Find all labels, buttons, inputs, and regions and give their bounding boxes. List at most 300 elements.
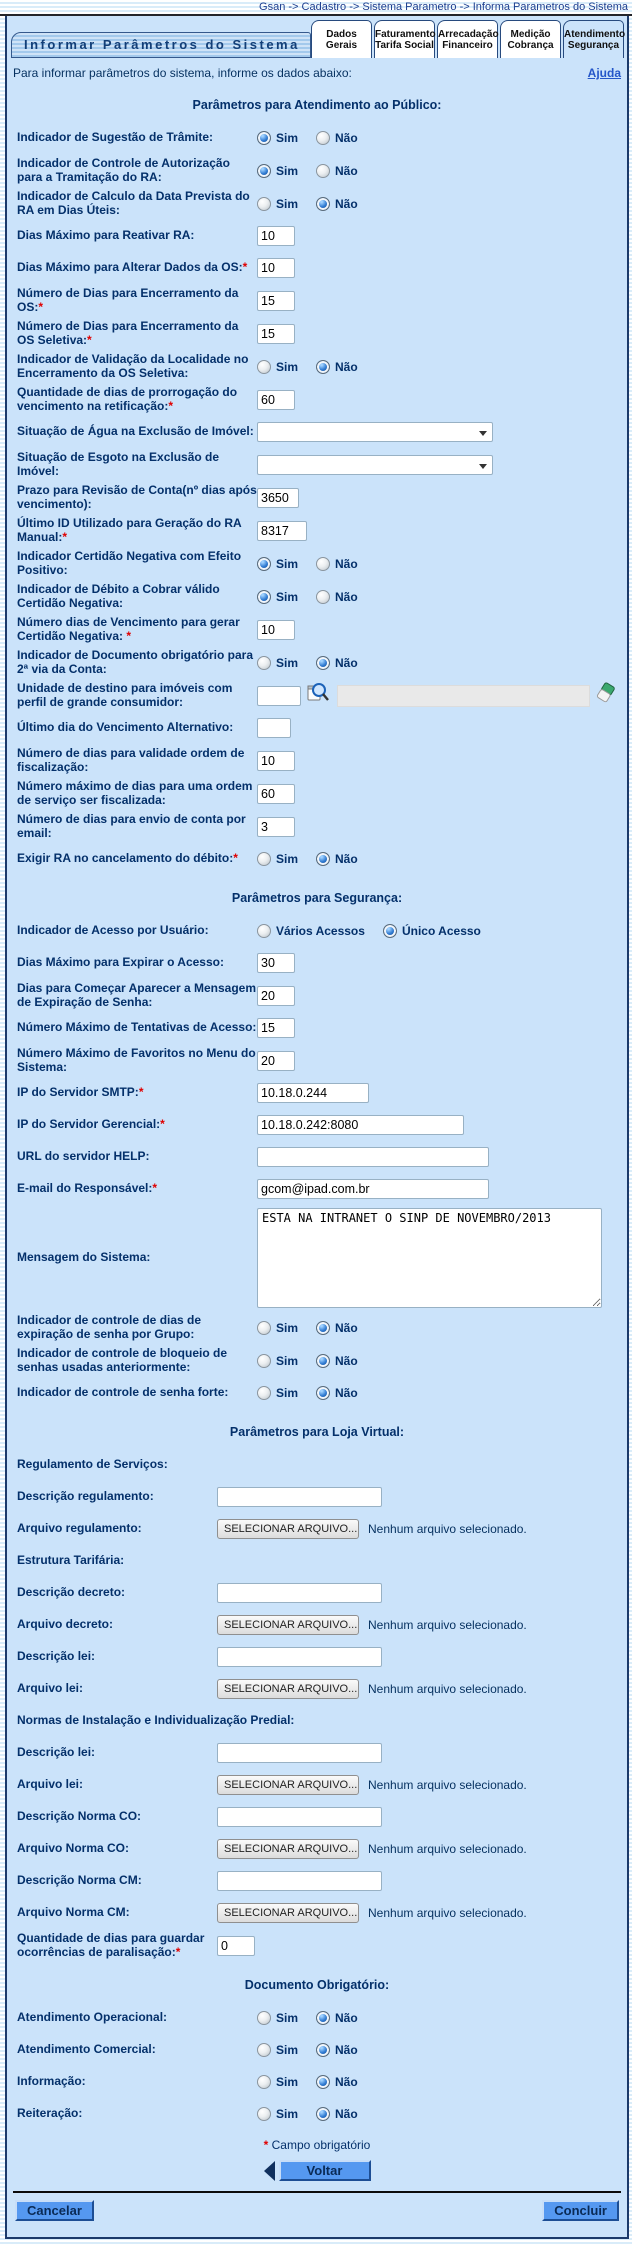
radio-option-label: Não [335,2075,358,2089]
help-link[interactable]: Ajuda [587,66,621,80]
lookup-description-field [337,685,590,707]
field-control [217,1487,382,1507]
radio-option-label: Sim [276,1320,299,1335]
field-label [17,1746,217,1760]
file-select-button[interactable]: SELECIONAR ARQUIVO... [217,1775,359,1795]
radio-não[interactable] [316,131,330,145]
concluir-button[interactable]: Concluir [542,2200,619,2221]
field-label [17,2011,257,2025]
field-label-text: Arquivo lei: [17,1777,84,1792]
chevron-down-icon [479,464,487,469]
form-row [7,1865,627,1897]
field-label [17,1021,257,1035]
radio-sim[interactable] [257,852,271,866]
text-input[interactable] [257,390,295,410]
radio-sim[interactable] [257,2075,271,2089]
radio-sim[interactable] [257,360,271,374]
field-label [17,2107,257,2121]
file-status-text: Nenhum arquivo selecionado. [368,1618,527,1632]
field-label [17,956,257,970]
required-asterisk: * [138,1085,144,1100]
form-row [7,220,627,252]
required-asterisk: * [242,260,248,275]
field-label [17,982,257,1009]
field-control [257,455,493,475]
field-label-text: Indicador de Documento obrigatório para 2ª via da Conta: [17,648,254,676]
radio-não[interactable] [316,360,330,374]
field-control [257,682,616,709]
field-control [257,852,376,866]
radio-não[interactable] [316,164,330,178]
required-asterisk: * [62,529,68,544]
required-asterisk: * [160,1117,165,1132]
radio-option-label: Não [335,2043,358,2057]
field-control [257,360,376,374]
radio-option-label: Não [335,2011,358,2025]
radio-option-label: Sim [276,655,299,670]
field-control [257,1386,376,1400]
field-control [257,590,376,604]
form-row [7,1833,627,1865]
file-status-text: Nenhum arquivo selecionado. [368,1778,527,1792]
eraser-icon[interactable] [596,682,616,709]
required-asterisk: * [152,1181,158,1196]
field-label [17,1251,257,1265]
form-row [7,2034,627,2066]
required-asterisk: * [87,332,92,347]
field-label-text: Reiteração: [17,2106,83,2121]
field-label-text: Número máximo de dias para uma ordem de serviço ser fiscalizada: [17,779,253,807]
field-control [257,1051,295,1071]
form-row [7,712,627,744]
form-row [7,1769,627,1801]
field-label-text: Situação de Água na Exclusão de Imóvel: [17,424,254,439]
field-label [17,1906,217,1920]
field-label-text: Número de dias para envio de conta por email: [17,812,246,840]
form-row [7,383,627,416]
page-title: Informar Parâmetros do Sistema [11,32,311,58]
form-row [7,154,627,187]
section-heading: Parâmetros para Atendimento ao Público: [192,98,442,112]
form-row [7,1173,627,1205]
text-input[interactable] [217,1743,382,1763]
select-input[interactable] [257,422,493,442]
field-label-text: Dias Máximo para Alterar Dados da OS: [17,260,243,275]
file-select-button[interactable]: SELECIONAR ARQUIVO... [217,1903,359,1923]
system-message-textarea[interactable] [257,1208,602,1308]
select-input[interactable] [257,455,493,475]
radio-sim[interactable] [257,197,271,211]
text-input[interactable] [257,784,295,804]
form-row [7,1737,627,1769]
field-label [17,1618,217,1632]
radio-sim[interactable] [257,590,271,604]
field-label [17,157,257,184]
text-input[interactable] [257,258,295,278]
form-row [7,843,627,875]
form-row [7,1609,627,1641]
form-row [7,2066,627,2098]
field-control [257,718,291,738]
radio-sim[interactable] [257,1321,271,1335]
field-control [257,1018,295,1038]
form-row [7,1673,627,1705]
field-label [17,1490,217,1504]
file-select-button[interactable]: SELECIONAR ARQUIVO... [217,1679,359,1699]
text-input[interactable] [217,1807,382,1827]
form-row [7,1141,627,1173]
tab-medição-cobrança[interactable] [500,20,561,58]
radio-sim[interactable] [257,2107,271,2121]
field-label [17,1554,317,1568]
required-asterisk: * [126,628,132,643]
field-label-text: Quantidade de dias de prorrogação do vencimento na retificação: [17,385,238,413]
field-label-text: Número de Dias para Encerramento da OS Seletiva: [17,319,239,347]
text-input[interactable] [257,226,295,246]
field-label [17,583,257,610]
field-label-text: Arquivo Norma CO: [17,1841,130,1856]
radio-não[interactable] [316,1321,330,1335]
field-control [257,1208,602,1308]
field-label [17,451,257,478]
field-control [257,620,295,640]
field-control [257,986,295,1006]
field-label-text: Número de dias para validade ordem de fiscalização: [17,746,245,774]
radio-option-label: Sim [276,163,299,178]
field-label [17,780,257,807]
section-heading: Documento Obrigatório: [244,1978,390,1992]
radio-sim[interactable] [257,131,271,145]
text-input[interactable] [257,620,295,640]
field-control [257,1179,489,1199]
radio-sim[interactable] [257,164,271,178]
field-control [257,953,295,973]
radio-option-label: Sim [276,2075,299,2089]
field-label-text: Descrição Norma CM: [17,1873,142,1888]
field-label [17,1810,217,1824]
form-row [7,1801,627,1833]
radio-não[interactable] [316,656,330,670]
field-label [17,190,257,217]
required-asterisk: * [263,2138,269,2152]
field-label-text: Indicador de Controle de Autorização para a Tramitação do RA: [17,156,230,184]
form-row [7,1109,627,1141]
form-row [7,613,627,646]
text-input[interactable] [257,986,295,1006]
radio-option-label: Sim [276,131,299,145]
radio-option-label: Vários Acessos [276,924,365,938]
radio-option-label: Não [335,359,358,374]
radio-não[interactable] [316,557,330,571]
file-status-text: Nenhum arquivo selecionado. [368,1842,527,1856]
field-label-text: Número dias de Vencimento para gerar Certidão Negativa: [17,615,240,643]
field-label-text: Descrição Norma CO: [17,1809,142,1824]
file-select-button[interactable]: SELECIONAR ARQUIVO... [217,1839,359,1859]
field-label-text: Dias Máximo para Expirar o Acesso: [17,955,224,970]
tab-faturamento-tarifa-social[interactable] [374,20,435,58]
form-row [7,915,627,947]
radio-não[interactable] [316,2107,330,2121]
form-row [7,1449,627,1481]
field-label [17,1458,317,1472]
field-label [17,682,257,709]
text-input[interactable] [257,291,295,311]
form-row [7,514,627,547]
text-input[interactable] [257,718,291,738]
form-row [7,1077,627,1109]
radio-não[interactable] [316,197,330,211]
field-label [17,1714,317,1728]
field-label [17,1386,257,1400]
field-control [257,422,493,442]
file-status-text: Nenhum arquivo selecionado. [368,1682,527,1696]
radio-option-label: Não [335,852,358,866]
field-label [17,1047,257,1074]
field-label-text: Descrição decreto: [17,1585,126,1600]
radio-sim[interactable] [257,1386,271,1400]
text-input[interactable] [217,1487,382,1507]
text-input[interactable] [257,324,295,344]
field-control [257,557,376,571]
form-row [7,284,627,317]
field-label-text: Normas de Instalação e Individualização Predial: [17,1713,295,1728]
field-label [17,484,257,511]
tab-arrecadação-financeiro[interactable] [437,20,498,58]
voltar-button[interactable]: Voltar [279,2160,371,2181]
radio-option-label: Sim [276,2107,299,2121]
tab-label-line2: Tarifa Social [375,39,434,51]
field-label-text: Número Máximo de Tentativas de Acesso: [17,1020,257,1035]
radio-não[interactable] [316,852,330,866]
file-select-button[interactable]: SELECIONAR ARQUIVO... [217,1519,359,1539]
field-label-text: Indicador de Débito a Cobrar válido Certidão Negativa: [17,582,220,610]
required-asterisk: * [175,1944,181,1959]
field-label-text: Indicador Certidão Negativa com Efeito Positivo: [17,549,242,577]
form-row [7,2002,627,2034]
form-row [7,1577,627,1609]
radio-option-label: Sim [276,1386,299,1400]
text-input[interactable] [257,1115,464,1135]
radio-vários-acessos[interactable] [257,924,271,938]
field-label [17,813,257,840]
field-control [257,2011,376,2025]
radio-sim[interactable] [257,2043,271,2057]
text-input[interactable] [217,1871,382,1891]
radio-não[interactable] [316,2075,330,2089]
cancelar-button[interactable]: Cancelar [15,2200,94,2221]
field-label-text: Indicador de Acesso por Usuário: [17,923,209,938]
radio-option-label: Não [335,131,358,145]
field-control [257,924,499,938]
field-label-text: Número de Dias para Encerramento da OS: [17,286,239,314]
field-label [17,721,257,735]
field-control [217,1679,527,1699]
field-label-text: IP do Servidor Gerencial: [17,1117,161,1132]
text-input[interactable] [257,817,295,837]
form-row [7,1897,627,1929]
form-row [7,1513,627,1545]
radio-sim[interactable] [257,656,271,670]
radio-único-acesso[interactable] [383,924,397,938]
field-control [217,1583,382,1603]
text-input[interactable] [217,1936,255,1956]
radio-sim[interactable] [257,1354,271,1368]
field-control [257,817,295,837]
field-label-text: Arquivo regulamento: [17,1521,142,1536]
search-icon[interactable] [307,682,330,709]
radio-não[interactable] [316,1354,330,1368]
field-label-text: Arquivo decreto: [17,1617,114,1632]
text-input[interactable] [257,1179,489,1199]
field-label [17,2075,257,2089]
field-label-text: Unidade de destino para imóveis com perfil de grande consumidor: [17,681,233,709]
field-label-text: Estrutura Tarifária: [17,1553,125,1568]
field-label [17,2043,257,2057]
form-row [7,1044,627,1077]
field-label-text: Número Máximo de Favoritos no Menu do Sistema: [17,1046,256,1074]
field-label [17,1932,217,1959]
required-note [7,2138,627,2152]
field-control [217,1936,255,1956]
file-select-button[interactable]: SELECIONAR ARQUIVO... [217,1615,359,1635]
required-asterisk: * [233,851,238,866]
field-label [17,924,257,938]
field-label [17,425,257,439]
field-control [257,291,295,311]
radio-option-label: Sim [276,2043,299,2057]
field-label-text: Descrição lei: [17,1745,96,1760]
field-label-text: Situação de Esgoto na Exclusão de Imóvel: [17,450,220,478]
form-row [7,1377,627,1409]
field-label [17,287,257,314]
field-label [17,261,257,275]
field-label [17,229,257,243]
field-label-text: Dias para Começar Aparecer a Mensagem de Expiração de Senha: [17,981,257,1009]
text-input[interactable] [217,1647,382,1667]
form-row [7,317,627,350]
field-label-text: Dias Máximo para Reativar RA: [17,228,195,243]
form-row [7,1311,627,1344]
intro-row [7,58,627,82]
field-label-text: Indicador de controle de dias de expiração de senha por Grupo: [17,1313,202,1341]
field-label [17,1682,217,1696]
tab-label-line2: Financeiro [442,39,493,51]
field-control [257,197,376,211]
radio-option-label: Não [335,655,358,670]
voltar-row [7,2160,627,2181]
field-control [257,656,376,670]
form-row [7,1929,627,1962]
section-heading: Parâmetros para Loja Virtual: [229,1425,405,1439]
field-control [257,521,307,541]
field-label [17,1522,217,1536]
tab-label-line2: Segurança [567,39,620,51]
file-status-text: Nenhum arquivo selecionado. [368,1522,527,1536]
text-input[interactable] [257,1147,489,1167]
field-label-text: IP do Servidor SMTP: [17,1085,139,1100]
field-label-text: Informação: [17,2074,86,2089]
field-label [17,1586,217,1600]
text-input[interactable] [217,1583,382,1603]
field-control [217,1903,527,1923]
radio-option-label: Sim [276,852,299,866]
field-label [17,1118,257,1132]
field-label-text: URL do servidor HELP: [17,1149,150,1164]
field-label [17,1314,257,1341]
radio-sim[interactable] [257,2011,271,2025]
text-input[interactable] [257,953,295,973]
field-label-text: Regulamento de Serviços: [17,1457,168,1472]
radio-option-label: Único Acesso [401,924,481,938]
form-row [7,679,627,712]
text-input[interactable] [257,1018,295,1038]
text-input[interactable] [257,1083,369,1103]
form-row [7,979,627,1012]
radio-option-label: Sim [276,556,299,571]
field-control [257,2043,376,2057]
field-control [257,488,299,508]
field-label-text: Arquivo lei: [17,1681,84,1696]
radio-não[interactable] [316,1386,330,1400]
radio-não[interactable] [316,590,330,604]
form-row [7,481,627,514]
tab-atendimento-segurança[interactable] [563,20,624,58]
field-label-text: Descrição regulamento: [17,1489,154,1504]
text-input[interactable] [257,521,307,541]
panel-header [7,16,627,58]
tab-dados-gerais[interactable] [311,20,372,58]
field-control [257,1115,464,1135]
field-label [17,386,257,413]
tab-strip [311,20,624,58]
form-row [7,448,627,481]
field-label-text: Último ID Utilizado para Geração do RA Manual: [17,516,242,544]
field-label-text: Atendimento Comercial: [17,2042,156,2057]
field-label [17,131,257,145]
text-input[interactable] [257,1051,295,1071]
text-input[interactable] [257,488,299,508]
field-label-text: Último dia do Vencimento Alternativo: [17,720,234,735]
lookup-id-input[interactable] [257,686,301,706]
field-label [17,320,257,347]
form-row [7,744,627,777]
field-label-text: Exigir RA no cancelamento do débito: [17,851,234,866]
radio-sim[interactable] [257,557,271,571]
radio-option-label: Não [335,556,358,571]
text-input[interactable] [257,751,295,771]
field-control [217,1647,382,1667]
field-label-text: E-mail do Responsável: [17,1181,153,1196]
radio-não[interactable] [316,2011,330,2025]
field-control [257,1083,369,1103]
file-status-text: Nenhum arquivo selecionado. [368,1906,527,1920]
radio-não[interactable] [316,2043,330,2057]
field-control [217,1743,382,1763]
field-control [257,131,376,145]
field-label-text: Indicador de Validação da Localidade no Encerramento da OS Seletiva: [17,352,249,380]
field-label [17,649,257,676]
field-label-text: Mensagem do Sistema: [17,1250,151,1265]
form-row [7,580,627,613]
breadcrumb[interactable]: Gsan -> Cadastro -> Sistema Parametro -> Informa Parametros do Sistema [0,0,632,16]
tab-label-line1: Faturamento [375,28,436,40]
field-label [17,1347,257,1374]
form-row [7,1344,627,1377]
radio-option-label: Não [335,2107,358,2121]
field-control [217,1615,527,1635]
form-row [7,1012,627,1044]
radio-option-label: Não [335,1320,358,1335]
